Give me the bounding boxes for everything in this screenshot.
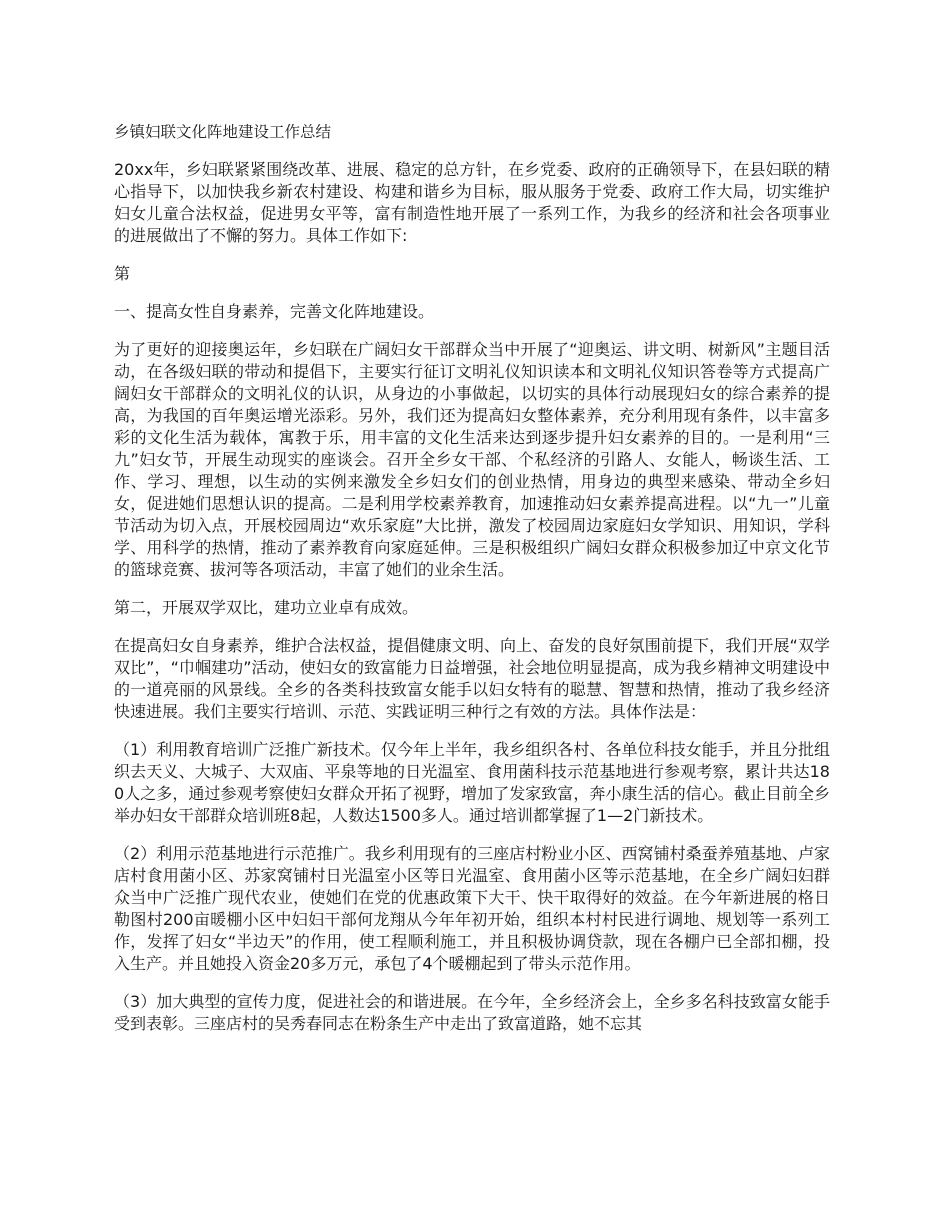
method-1-paragraph: （1）利用教育培训广泛推广新技术。仅今年上半年，我乡组织各村、各单位科技女能手，并且分批组织去天义、大城子、大双庙、平泉等地的日光温室、食用菌科技示范基地进行参观考察，累计共达180人之多，通过参观考察使妇女群众开拓了视野，增加了发家致富，奔小康生活的信心。截止目前全乡举办妇女干部群众培训班8起，人数达1500多人。通过培训都掌握了1—2门新技术。 bbox=[114, 740, 830, 825]
document-title: 乡镇妇联文化阵地建设工作总结 bbox=[114, 123, 332, 141]
section-1-paragraph: 为了更好的迎接奥运年，乡妇联在广阔妇女干部群众当中开展了“迎奥运、讲文明、树新风”主题目活动，在各级妇联的带动和提倡下，主要实行征订文明礼仪知识读本和文明礼仪知识答卷等方式提高广阔妇女干部群众的文明礼仪的认识，从身边的小事做起，以切实的具体行动展现妇女的综合素养的提高，为我国的百年奥运增光添彩。另外，我们还为提高妇女整体素养，充分利用现有条件，以丰富多彩的文化生活为载体，寓教于乐，用丰富的文化生活来达到逐步提升妇女素养的目的。一是利用“三九”妇女节，开展生动现实的座谈会。召开全乡女干部、个私经济的引路人、女能人，畅谈生活、工作、学习、理想，以生动的实例来激发全乡妇女们的创业热情，用身边的典型来感染、带动全乡妇女，促进她们思想认识的提高。二是利用学校素养教育，加速推动妇女素养提高进程。以“九一”儿童节活动为切入点，开展校园周边“欢乐家庭”大比拼，激发了校园周边家庭妇女学知识、用知识，学科学、用科学的热情，推动了素养教育向家庭延伸。三是积极组织广阔妇女群众积极参加辽中京文化节的篮球竞赛、拔河等各项活动，丰富了她们的业余生活。 bbox=[114, 340, 830, 579]
section-heading-2: 第二，开展双学双比，建功立业卓有成效。 bbox=[114, 598, 419, 617]
method-3-paragraph: （3）加大典型的宣传力度，促进社会的和谐进展。在今年，全乡经济会上，全乡多名科技致富女能手受到表彰。三座店村的吴秀春同志在粉条生产中走出了致富道路，她不忘其 bbox=[114, 992, 830, 1033]
method-2-paragraph: （2）利用示范基地进行示范推广。我乡利用现有的三座店村粉业小区、西窝铺村桑蚕养殖基地、卢家店村食用菌小区、苏家窝铺村日光温室小区等日光温室、食用菌小区等示范基地，在全乡广阔妇妇群众当中广泛推广现代农业，使她们在党的优惠政策下大干、快干取得好的效益。在今年新进展的格日勒图村200亩暖棚小区中妇妇干部何龙翔从今年年初开始，组织本村村民进行调地、规划等一系列工作，发挥了妇女“半边天”的作用，使工程顺利施工，并且积极协调贷款，现在各棚户已全部扣棚，投入生产。并且她投入资金20多万元，承包了4个暖棚起到了带头示范作用。 bbox=[114, 844, 830, 973]
section-heading-1: 一、提高女性自身素养，完善文化阵地建设。 bbox=[114, 302, 435, 321]
section-marker: 第 bbox=[114, 264, 131, 283]
section-2-paragraph: 在提高妇女自身素养，维护合法权益，提倡健康文明、向上、奋发的良好氛围前提下，我们开展“双学双比”，“巾帼建功”活动，使妇女的致富能力日益增强，社会地位明显提高，成为我乡精神文明建设中的一道亮丽的风景线。全乡的各类科技致富女能手以妇女特有的聪慧、智慧和热情，推动了我乡经济快速进展。我们主要实行培训、示范、实践证明三种行之有效的方法。具体作法是： bbox=[114, 636, 830, 721]
document-page bbox=[114, 121, 830, 1051]
intro-paragraph: 20xx年，乡妇联紧紧围绕改革、进展、稳定的总方针，在乡党委、政府的正确领导下，在县妇联的精心指导下，以加快我乡新农村建设、构建和谐乡为目标，服从服务于党委、政府工作大局，切实维护妇女儿童合法权益，促进男女平等，富有制造性地开展了一系列工作，为我乡的经济和社会各项事业的进展做出了不懈的努力。具体工作如下: bbox=[114, 160, 830, 245]
